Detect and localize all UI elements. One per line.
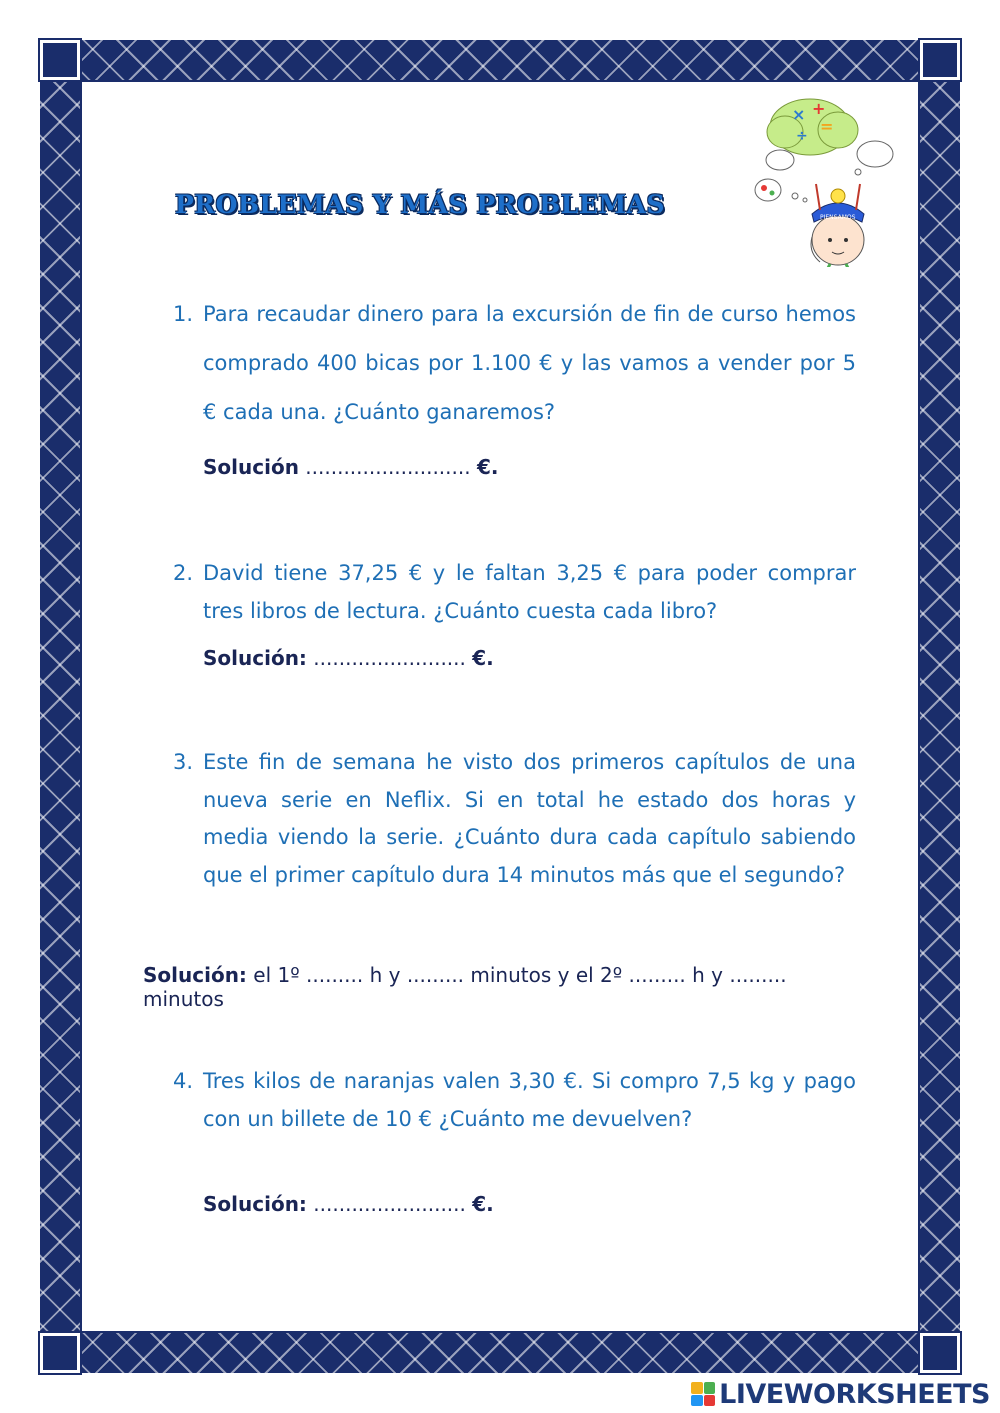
problem-number: 3. <box>173 750 194 774</box>
answer-blank[interactable]: ........................ <box>313 1192 466 1216</box>
logo-tile <box>691 1382 703 1394</box>
solution-line-1 <box>203 455 498 479</box>
logo-tile <box>704 1382 716 1394</box>
solution-line-2 <box>203 646 494 670</box>
solution-label: Solución: <box>203 646 307 670</box>
problem-3 <box>173 744 856 894</box>
helmet-label: PIENSAMOS <box>820 214 856 221</box>
border-corner <box>920 40 960 80</box>
thinking-child-icon <box>750 92 900 267</box>
border-corner <box>920 1333 960 1373</box>
border-bottom <box>40 1333 960 1373</box>
border-top <box>40 40 960 80</box>
problem-1 <box>173 290 856 437</box>
logo-tile <box>691 1395 703 1407</box>
problem-text: Este fin de semana he visto dos primeros capítulos de una nueva serie en Neflix. Si en total he estado dos horas y media viendo la serie. ¿Cuánto dura cada capítulo sabiendo que el primer capítulo dura 14 minutos más que el segundo? <box>203 750 856 887</box>
problem-4 <box>173 1062 856 1138</box>
solution-label: Solución <box>203 455 299 479</box>
liveworksheets-logo-icon <box>691 1382 715 1406</box>
problem-number: 4. <box>173 1069 194 1093</box>
problem-number: 1. <box>173 302 194 326</box>
problem-2 <box>173 554 856 630</box>
solution-line-4 <box>203 1192 494 1216</box>
svg-text:+: + <box>812 99 826 118</box>
problem-text: Tres kilos de naranjas valen 3,30 €. Si compro 7,5 kg y pago con un billete de 10 € ¿Cuánto me devuelven? <box>203 1069 856 1131</box>
page-title: PROBLEMAS Y MÁS PROBLEMAS <box>175 190 666 219</box>
page-content-area <box>80 80 920 1333</box>
unit-label: €. <box>472 1192 494 1216</box>
solution-line-3 <box>143 963 856 1011</box>
border-corner <box>40 1333 80 1373</box>
svg-text:×: × <box>792 105 806 124</box>
problem-number: 2. <box>173 561 194 585</box>
unit-label: €. <box>476 455 499 479</box>
svg-text:÷: ÷ <box>796 128 808 144</box>
unit-label: €. <box>472 646 494 670</box>
problem-text: Para recaudar dinero para la excursión de fin de curso hemos comprado 400 bicas por 1.100 € y las vamos a vender por 5 € cada una. ¿Cuánto ganaremos? <box>203 302 856 424</box>
solution-label: Solución: <box>143 963 247 987</box>
border-right <box>920 40 960 1373</box>
watermark-text: LIVEWORKSHEETS <box>719 1378 990 1410</box>
border-corner <box>40 40 80 80</box>
answer-blanks[interactable]: el 1º ......... h y ......... minutos y el 2º ......... h y ......... minutos <box>143 963 787 1011</box>
answer-blank[interactable]: .......................... <box>305 455 471 479</box>
answer-blank[interactable]: ........................ <box>313 646 466 670</box>
logo-tile <box>704 1395 716 1407</box>
solution-label: Solución: <box>203 1192 307 1216</box>
problem-text: David tiene 37,25 € y le faltan 3,25 € para poder comprar tres libros de lectura. ¿Cuánto cuesta cada libro? <box>203 561 856 623</box>
svg-text:=: = <box>820 117 834 136</box>
border-left <box>40 40 80 1373</box>
liveworksheets-watermark <box>691 1377 990 1411</box>
